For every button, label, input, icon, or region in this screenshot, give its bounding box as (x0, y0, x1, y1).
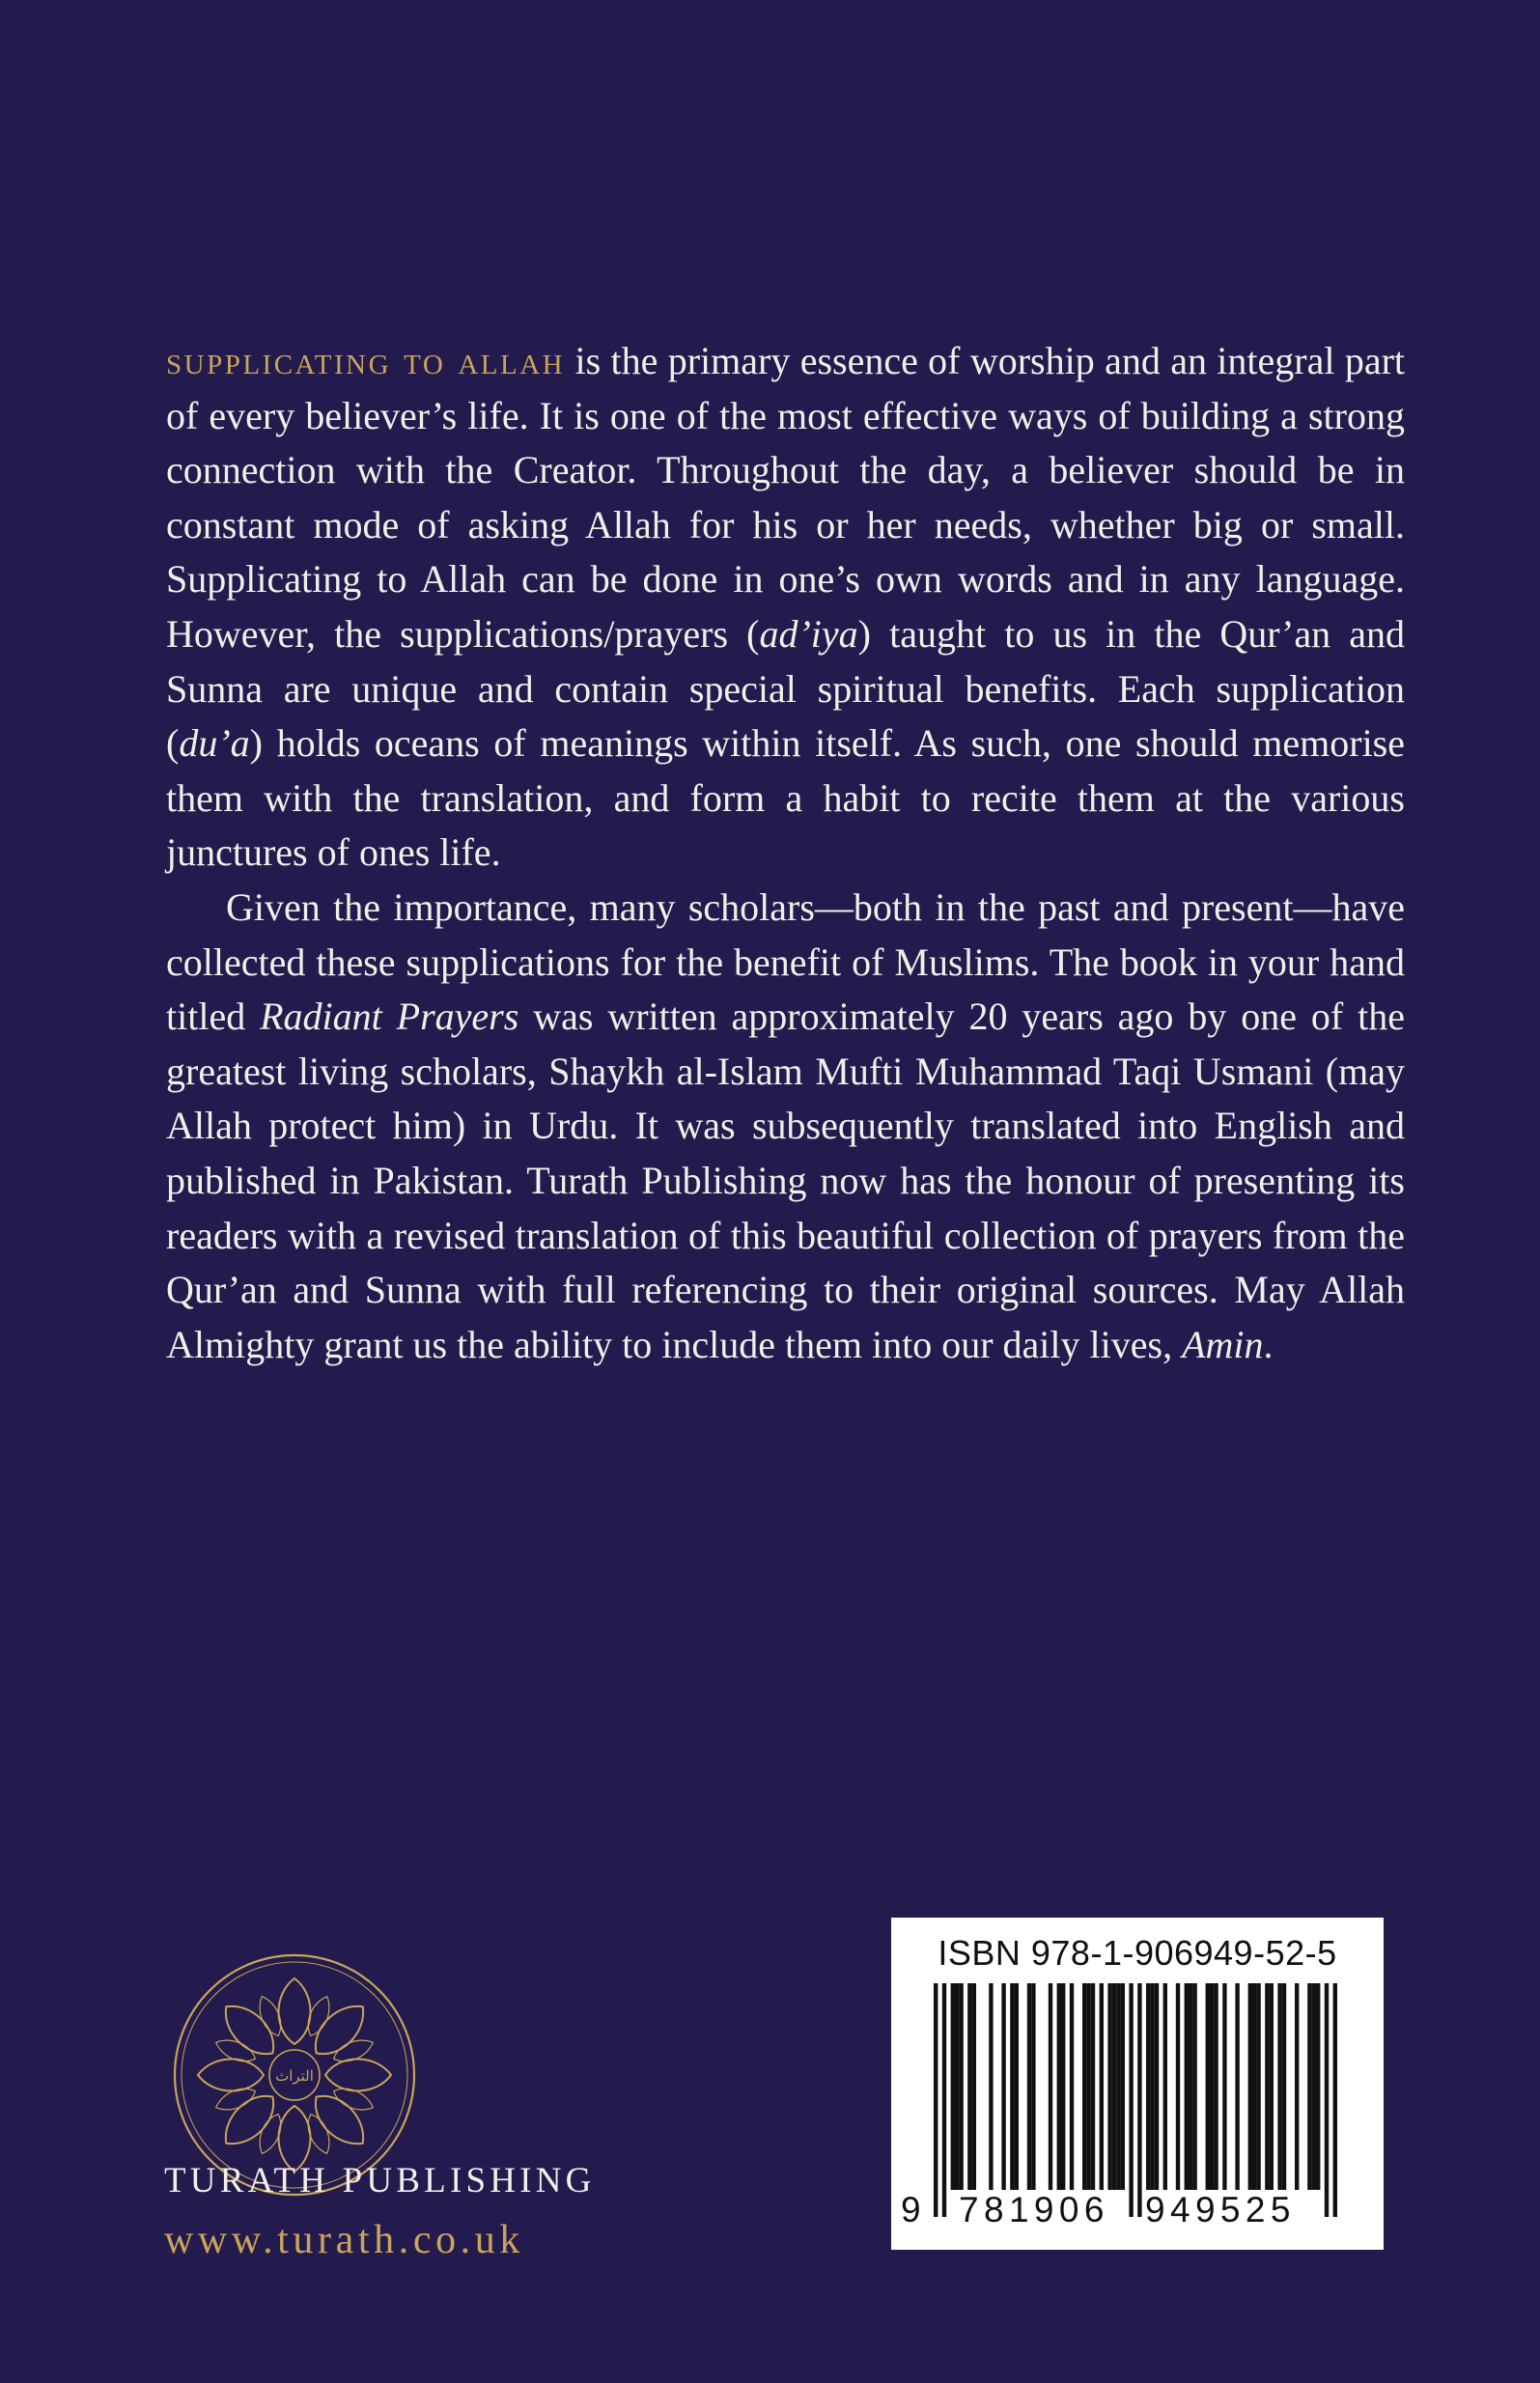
barcode-bar (1222, 1983, 1226, 2190)
barcode-bar (1150, 1983, 1154, 2190)
barcode-bar (1189, 1983, 1192, 2190)
barcode-bar (1282, 1983, 1286, 2190)
barcode-bar (1010, 1983, 1014, 2190)
blurb-paragraph-2: Given the importance, many scholars—both in the past and present—have collected these supplications for the benefit of Muslims. The book in your hand titled Radiant Prayers was written approximately 20 years ago by one of the greatest living scholars, Shaykh al-Islam Mufti Muhammad Taqi Usmani (may Allah protect him) in Urdu. It was subsequently translated into English and published in Pakistan. Turath Publishing now has the honour of presenting its readers with a revised translation of this beautiful collection of prayers from the Qur’an and Sunna with full referencing to their original sources. May Allah Almighty grant us the ability to include them into our daily lives, Amin. (166, 884, 1405, 1366)
barcode-bar (1210, 1983, 1214, 2190)
logo-calligraphy: التراث (275, 2067, 314, 2085)
barcode-bar (934, 1983, 938, 2217)
barcode-bar (1082, 1983, 1086, 2190)
barcode-left-digits: 781906 (959, 2190, 1109, 2229)
isbn-label: ISBN 978-1-906949-52-5 (938, 1933, 1337, 1973)
publisher-name: TURATH PUBLISHING (164, 2161, 596, 2201)
barcode-bar (1192, 1983, 1196, 2190)
barcode-bar (1185, 1983, 1189, 2190)
barcode-bar (1146, 1983, 1150, 2190)
logo-petal (325, 2060, 391, 2091)
logo-petal (198, 2060, 264, 2091)
barcode-bar (1155, 1983, 1159, 2190)
barcode-bar (1027, 1983, 1031, 2190)
barcode-bar (989, 1983, 993, 2190)
barcode-bar (1176, 1983, 1180, 2190)
barcode-bar (1235, 1983, 1239, 2190)
barcode-bar (1265, 1983, 1269, 2190)
blurb-lead-in: supplicating to allah (166, 338, 566, 382)
barcode-bar (1061, 1983, 1065, 2190)
barcode-bar (1091, 1983, 1095, 2190)
isbn-barcode (891, 1918, 1384, 2250)
barcode-bar (1116, 1983, 1120, 2190)
barcode-bar (1137, 1983, 1141, 2217)
barcode-bar (1252, 1983, 1256, 2190)
barcode-bar (972, 1983, 976, 2190)
barcode-bar (1316, 1983, 1320, 2190)
barcode-bar (1277, 1983, 1281, 2190)
publisher-website: www.turath.co.uk (164, 2218, 524, 2262)
barcode-bar (1107, 1983, 1111, 2190)
barcode-bar (1057, 1983, 1061, 2190)
barcode-bar (1163, 1983, 1167, 2190)
book-title: Radiant Prayers (260, 995, 519, 1039)
barcode-bar (1015, 1983, 1019, 2190)
barcode-bar (1248, 1983, 1252, 2190)
barcode-bar (1256, 1983, 1260, 2190)
barcode-bar (1129, 1983, 1133, 2217)
barcode-first-digit: 9 (901, 2190, 926, 2229)
blurb-paragraph-1: supplicating to allah is the primary essence of worship and an integral part of every believer’s life. It is one of the most effective ways of building a strong connection with the Creator. Throughout the day, a believer should be in constant mode of asking Allah for his or her needs, whether big or small. Supplicating to Allah can be done in one’s own words and in any language. However, the supplications/prayers (ad’iya) taught to us in the Qur’an and Sunna are unique and contain special spiritual benefits. Each supplication (du’a) holds oceans of meanings within itself. As such, one should memorise them with the translation, and form a habit to recite them at the various junctures of ones life. (166, 338, 1406, 875)
barcode-bar (1112, 1983, 1116, 2190)
barcode-bar (1333, 1983, 1337, 2217)
barcode-bar (1214, 1983, 1218, 2190)
barcode-bar (1295, 1983, 1299, 2190)
barcode-bar (959, 1983, 963, 2190)
barcode-bar (1325, 1983, 1329, 2217)
barcode-bar (951, 1983, 955, 2190)
barcode-bar (955, 1983, 959, 2190)
barcode-bar (1001, 1983, 1005, 2190)
barcode-bar (967, 1983, 971, 2190)
barcode-bar (1121, 1983, 1125, 2190)
blurb-text (166, 333, 1405, 1372)
barcode-right-digits: 949525 (1145, 2190, 1296, 2229)
barcode-bar (1270, 1983, 1274, 2190)
barcode-bar (942, 1983, 946, 2217)
barcode-bar (1031, 1983, 1035, 2190)
barcode-bar (1206, 1983, 1210, 2190)
logo-petal (279, 1978, 311, 2044)
barcode-bar (1312, 1983, 1316, 2190)
barcode-bar (1086, 1983, 1090, 2190)
barcode-bar (1100, 1983, 1104, 2190)
barcode-bar (1070, 1983, 1074, 2190)
barcode-bar (1049, 1983, 1052, 2190)
barcode-bar (1307, 1983, 1311, 2190)
